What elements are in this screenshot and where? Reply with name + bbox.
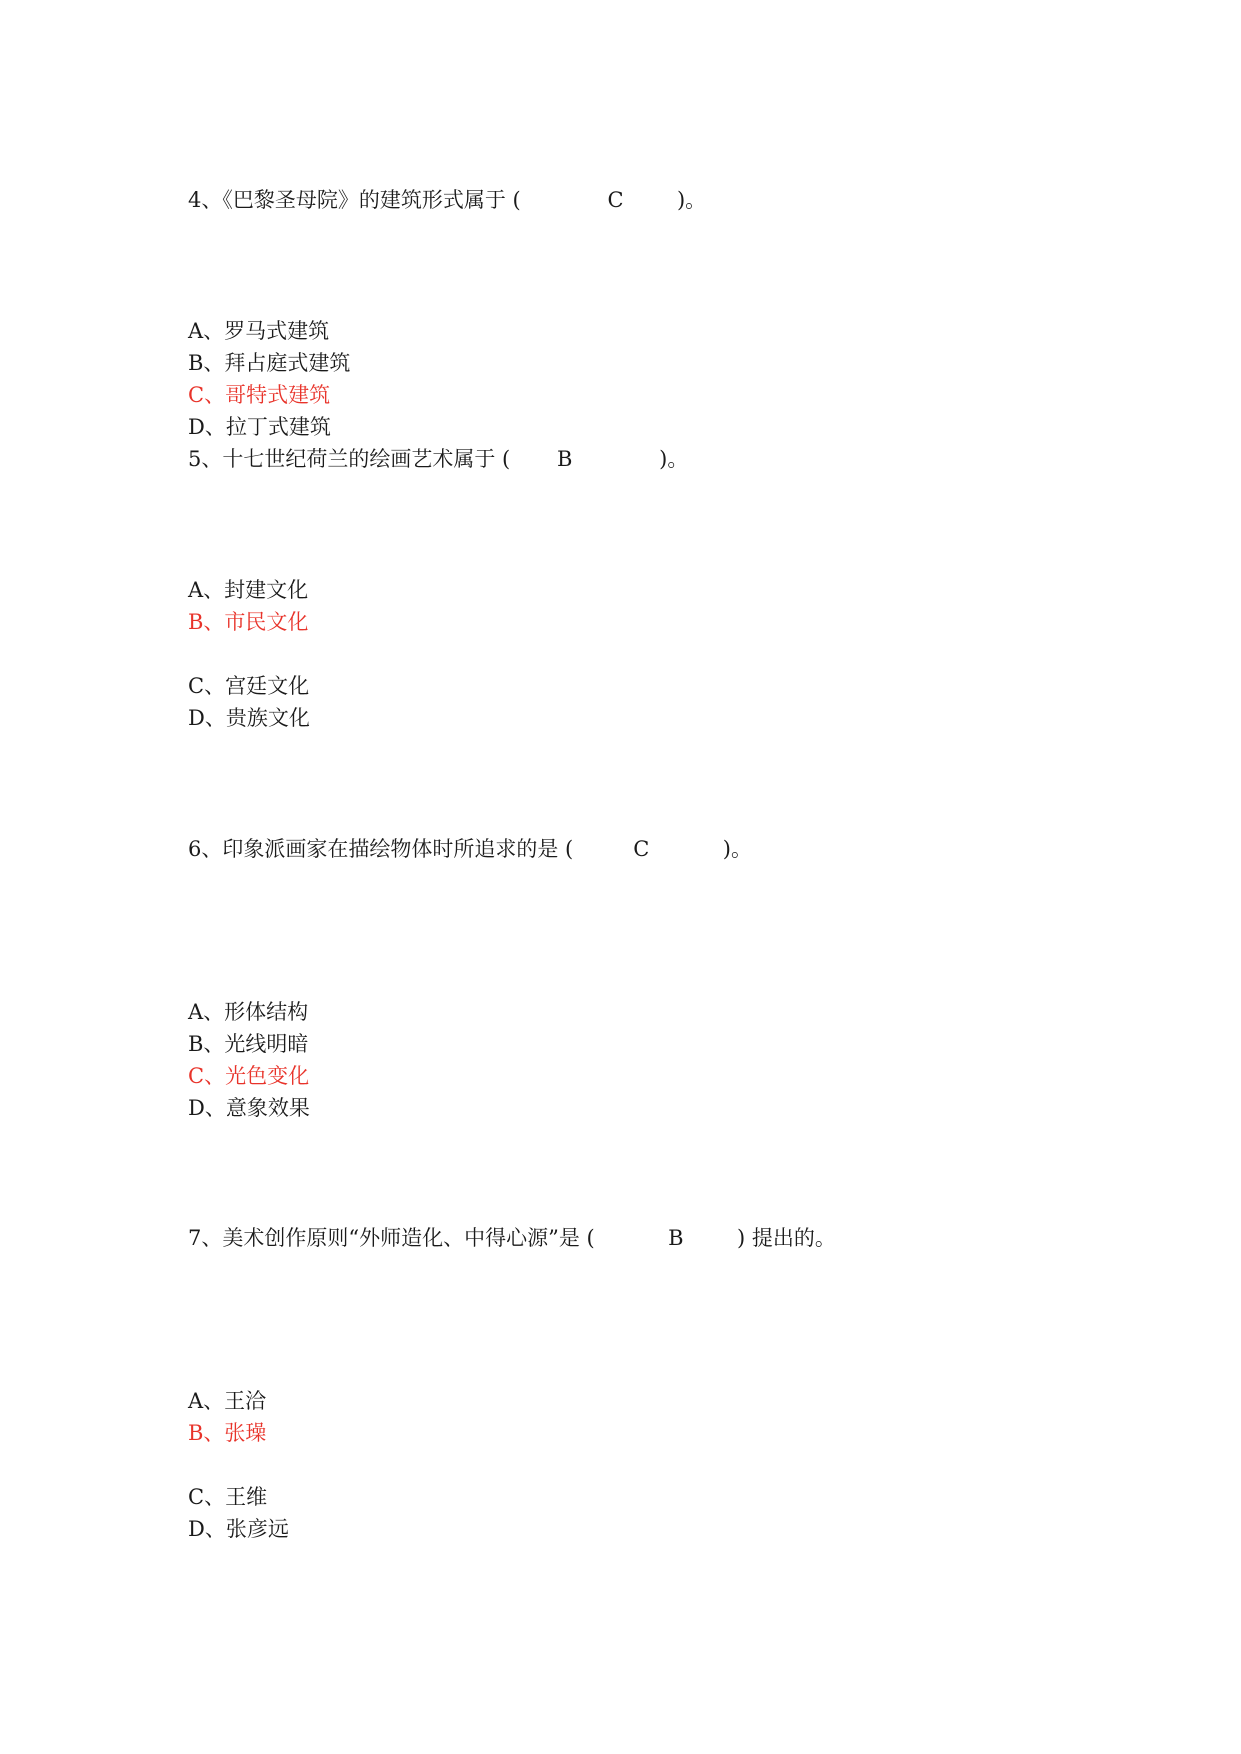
question-7-option-b-correct: B、张璪 bbox=[188, 1421, 267, 1445]
question-5-option-d: D、贵族文化 bbox=[188, 706, 310, 730]
question-7-option-d: D、张彦远 bbox=[188, 1517, 289, 1541]
question-7-option-c: C、王维 bbox=[188, 1485, 268, 1509]
question-4-option-a: A、罗马式建筑 bbox=[188, 319, 330, 343]
question-4-option-b: B、拜占庭式建筑 bbox=[188, 351, 351, 375]
question-4-option-c-correct: C、哥特式建筑 bbox=[188, 383, 331, 407]
question-5-option-c: C、宫廷文化 bbox=[188, 674, 310, 698]
question-6-option-c-correct: C、光色变化 bbox=[188, 1064, 310, 1088]
question-5-option-b-correct: B、市民文化 bbox=[188, 610, 309, 634]
question-6-option-b: B、光线明暗 bbox=[188, 1032, 309, 1056]
question-6-option-d: D、意象效果 bbox=[188, 1096, 310, 1120]
question-5-stem: 5、十七世纪荷兰的绘画艺术属于 ( B )。 bbox=[188, 447, 689, 471]
question-7-stem: 7、美术创作原则“外师造化、中得心源”是 ( B ) 提出的。 bbox=[188, 1226, 836, 1250]
question-4-option-d: D、拉丁式建筑 bbox=[188, 415, 331, 439]
question-5-option-a: A、封建文化 bbox=[188, 578, 309, 602]
question-6-option-a: A、形体结构 bbox=[188, 1000, 309, 1024]
question-4-stem: 4、《巴黎圣母院》的建筑形式属于 ( C )。 bbox=[188, 188, 707, 212]
question-7-option-a: A、王洽 bbox=[188, 1389, 267, 1413]
question-6-stem: 6、印象派画家在描绘物体时所追求的是 ( C )。 bbox=[188, 837, 752, 861]
